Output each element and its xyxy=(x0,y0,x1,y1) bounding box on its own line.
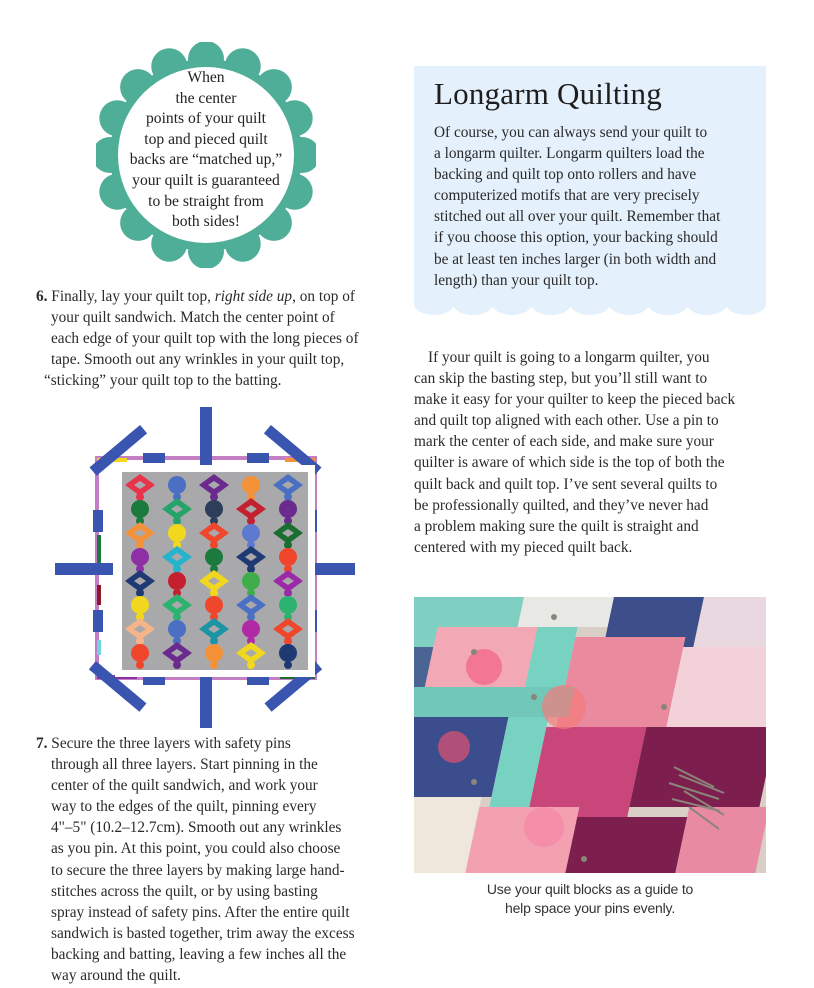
caption-line: Use your quilt blocks as a guide to xyxy=(486,881,694,897)
callout-line: Of course, you can always send your quilt to xyxy=(434,124,708,141)
step-text: Secure the three layers with safety pins xyxy=(47,735,291,752)
paragraph-line: make it easy for your quilter to keep the pieced back xyxy=(414,391,736,409)
callout-line: length) than your quilt top. xyxy=(434,271,599,289)
step-line: sandwich is basted together, trim away the excess xyxy=(51,924,355,942)
step-6 xyxy=(36,286,406,391)
step-line: way to the edges of the quilt, pinning every xyxy=(51,798,317,816)
quilt-pinning-photo xyxy=(414,597,766,873)
step-line: spray instead of safety pins. After the entire quilt xyxy=(51,903,350,921)
paragraph-line: If your quilt is going to a longarm quilter, you xyxy=(428,349,710,366)
step-number: 7. xyxy=(36,735,48,752)
badge-line: top and pieced quilt xyxy=(144,130,268,148)
longarm-callout-box xyxy=(414,66,766,326)
badge-text xyxy=(124,68,288,233)
paragraph-line: and quilt top aligned with each other. Use a pin to xyxy=(414,412,719,430)
tip-badge xyxy=(96,42,316,268)
badge-line: both sides! xyxy=(171,213,240,231)
step-emphasis: right side up xyxy=(214,288,293,305)
step-line: center of the quilt sandwich, and work your xyxy=(51,777,318,795)
callout-line: computerized motifs that are very precisely xyxy=(434,187,700,205)
quilt-basting-diagram xyxy=(55,405,355,730)
step-line: tape. Smooth out any wrinkles in your quilt top, xyxy=(51,351,345,369)
step-line: 4"–5" (10.2–12.7cm). Smooth out any wrinkles xyxy=(51,819,342,837)
badge-line: When xyxy=(187,69,225,86)
step-line: way around the quilt. xyxy=(51,967,181,985)
badge-line: backs are “matched up,” xyxy=(129,151,283,169)
callout-body xyxy=(434,122,764,291)
photo-caption xyxy=(414,880,766,918)
paragraph-line: can skip the basting step, but you’ll still want to xyxy=(414,370,708,388)
badge-line: points of your quilt xyxy=(146,110,266,128)
step-line: to secure the three layers by making large hand- xyxy=(51,861,345,879)
paragraph-line: quilter is aware of which side is the top of both the xyxy=(414,454,725,472)
callout-title: Longarm Quilting xyxy=(434,76,662,111)
step-line: as you pin. At this point, you could also choose xyxy=(51,840,341,858)
callout-line: stitched out all over your quilt. Remember that xyxy=(434,208,721,226)
step-line: “sticking” your quilt top to the batting. xyxy=(44,372,282,390)
badge-line: to be straight from xyxy=(148,192,264,210)
badge-line: the center xyxy=(175,89,237,107)
longarm-paragraph xyxy=(414,347,794,558)
paragraph-line: quilt back and quilt top. I’ve sent several quilts to xyxy=(414,475,718,493)
step-line: your quilt sandwich. Match the center point of xyxy=(51,309,335,327)
step-line: stitches across the quilt, or by using basting xyxy=(51,882,318,900)
callout-line: a longarm quilter. Longarm quilters load the xyxy=(434,145,705,163)
step-line: each edge of your quilt top with the long pieces of xyxy=(51,330,359,348)
paragraph-line: mark the center of each side, and make sure your xyxy=(414,433,714,451)
step-7 xyxy=(36,733,406,986)
step-number: 6. xyxy=(36,288,48,305)
badge-line: your quilt is guaranteed xyxy=(132,171,280,189)
paragraph-line: be professionally quilted, and they’ve never had xyxy=(414,496,709,514)
paragraph-line: a problem making sure the quilt is straight and xyxy=(414,517,699,535)
step-text: Finally, lay your quilt top, xyxy=(47,288,215,305)
step-line: through all three layers. Start pinning in the xyxy=(51,756,318,774)
step-text: , on top of xyxy=(292,288,355,305)
callout-line: backing and quilt top onto rollers and have xyxy=(434,166,697,184)
callout-line: be at least ten inches larger (in both width and xyxy=(434,250,717,268)
patchwork-photo-illustration xyxy=(414,597,766,873)
step-line: backing and batting, leaving a few inches all the xyxy=(51,945,347,963)
paragraph-line: centered with my pieced quilt back. xyxy=(414,538,633,556)
caption-line: help space your pins evenly. xyxy=(504,900,676,916)
callout-line: if you choose this option, your backing should xyxy=(434,229,718,247)
quilt-with-tape-illustration xyxy=(55,405,355,730)
